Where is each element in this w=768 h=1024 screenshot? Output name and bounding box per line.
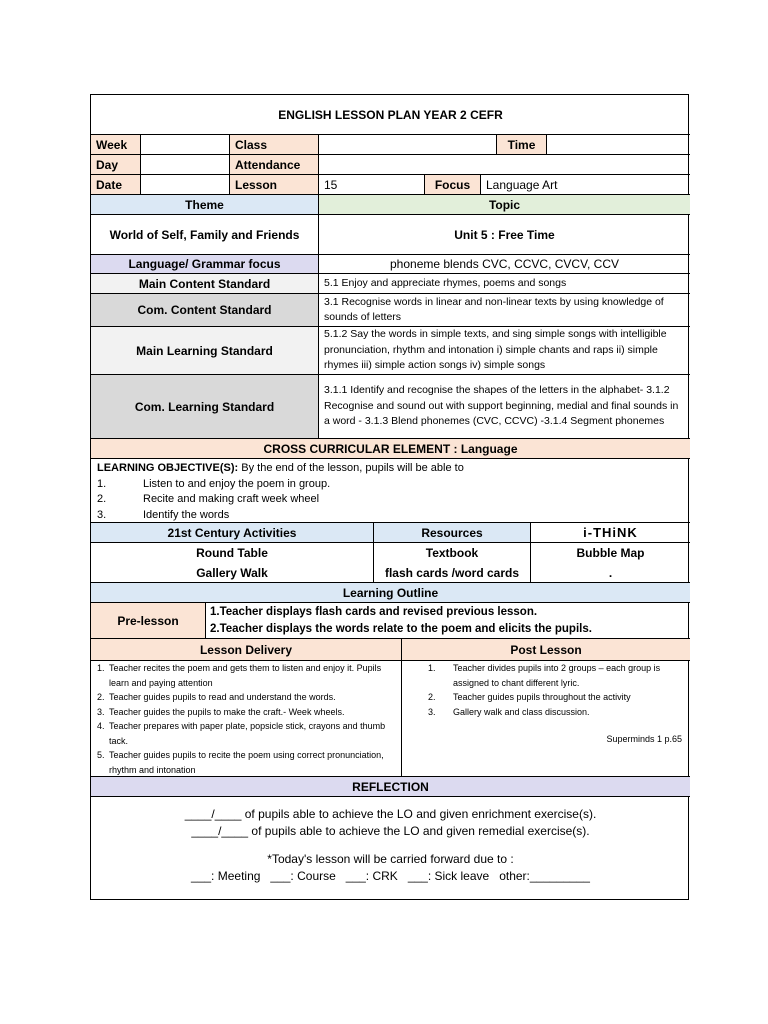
title-text: ENGLISH LESSON PLAN YEAR 2 CEFR (278, 107, 503, 122)
post-item (428, 705, 684, 720)
objective-item (97, 477, 684, 493)
pre-lesson-item: 1.Teacher displays flash cards and revised previous lesson. (210, 606, 538, 618)
class-label: Class (230, 135, 319, 155)
cross-curricular-element: CROSS CURRICULAR ELEMENT : Language (91, 439, 690, 459)
delivery-text: Teacher guides the pupils to make the craft.- Week wheels. (109, 706, 345, 717)
week-label: Week (91, 135, 141, 155)
main-content-label: Main Content Standard (91, 274, 319, 294)
lesson-delivery-content (91, 661, 402, 777)
lesson-label: Lesson (230, 175, 319, 195)
topic-value: Unit 5 : Free Time (319, 215, 690, 255)
resource-item: flash cards /word cards (374, 563, 531, 583)
post-number: 1. (428, 663, 436, 673)
delivery-item (97, 705, 397, 720)
date-label: Date (91, 175, 141, 195)
lesson-delivery-header: Lesson Delivery (91, 639, 402, 661)
lesson-plan-table (90, 94, 689, 900)
day-value[interactable] (141, 155, 230, 175)
resources-header: Resources (374, 523, 531, 543)
focus-value[interactable]: Language Art (481, 175, 690, 195)
post-lesson-header: Post Lesson (402, 639, 690, 661)
objectives-intro: By the end of the lesson, pupils will be able to (241, 462, 464, 474)
objective-item (97, 492, 684, 508)
grammar-value: phoneme blends CVC, CCVC, CVCV, CCV (319, 255, 690, 274)
reflection-header: REFLECTION (91, 777, 690, 797)
main-learning-value: 5.1.2 Say the words in simple texts, and sing simple songs with intelligible pronunciation, rhythm and intonation i) simple chants and raps ii) simple rhymes iii) simple action songs iv) simple songs (319, 327, 690, 375)
delivery-item (97, 690, 397, 705)
post-lesson-content (402, 661, 690, 777)
c21-activity-item: Round Table (91, 543, 374, 563)
delivery-number: 2. (97, 692, 105, 702)
post-text: Teacher divides pupils into 2 groups – each group is assigned to chant different lyric. (453, 663, 661, 688)
delivery-text: Teacher recites the poem and gets them to listen and enjoy it. Pupils learn and paying attention (109, 663, 382, 688)
main-content-value: 5.1 Enjoy and appreciate rhymes, poems and songs (319, 274, 690, 294)
reflection-enrichment-line: ____/____ of pupils able to achieve the LO and given enrichment exercise(s). (184, 807, 597, 821)
delivery-number: 3. (97, 706, 105, 717)
objective-number: 1. (97, 477, 107, 490)
objectives-heading-line (97, 461, 684, 477)
objective-text: Identify the words (143, 508, 230, 521)
post-item (428, 661, 684, 690)
day-label: Day (91, 155, 141, 175)
objectives-heading: LEARNING OBJECTIVE(S): (97, 462, 239, 474)
delivery-number: 5. (97, 750, 105, 760)
post-number: 2. (428, 692, 436, 702)
com-learning-label: Com. Learning Standard (91, 375, 319, 439)
delivery-item (97, 661, 397, 690)
ithink-logo: i-THiNK (531, 523, 690, 543)
reflection-content (91, 797, 690, 901)
com-content-label: Com. Content Standard (91, 294, 319, 327)
week-value[interactable] (141, 135, 230, 155)
post-text: Gallery walk and class discussion. (453, 706, 590, 717)
carry-forward-reasons: ___: Meeting ___: Course ___: CRK ___: Sick leave other:_________ (191, 869, 590, 883)
delivery-text: Teacher guides pupils to read and understand the words. (109, 692, 336, 702)
focus-label: Focus (425, 175, 481, 195)
objective-item (97, 508, 684, 524)
ithink-item: Bubble Map (576, 546, 645, 560)
post-text: Teacher guides pupils throughout the activity (453, 692, 631, 702)
date-value[interactable] (141, 175, 230, 195)
com-content-value: 3.1 Recognise words in linear and non-linear texts by using knowledge of sounds of letters (319, 294, 690, 327)
com-learning-value: 3.1.1 Identify and recognise the shapes of the letters in the alphabet- 3.1.2 Recognise and sound out with support beginning, medial and final sounds in a word - 3.1.3 Blend phonemes (CVC, CCVC) -3.1.4 Segment phonemes (319, 375, 690, 439)
time-value[interactable] (547, 135, 690, 155)
objective-text: Listen to and enjoy the poem in group. (143, 477, 331, 490)
delivery-text: Teacher prepares with paper plate, popsicle stick, crayons and thumb tack. (109, 721, 386, 746)
carry-forward-line: *Today's lesson will be carried forward due to : (267, 852, 514, 866)
attendance-value[interactable] (319, 155, 690, 175)
delivery-number: 1. (97, 663, 105, 673)
topic-header: Topic (319, 195, 690, 215)
learning-outline-header: Learning Outline (91, 583, 690, 603)
delivery-number: 4. (97, 721, 105, 731)
delivery-text: Teacher guides pupils to recite the poem using correct pronunciation, rhythm and intonation (109, 750, 384, 775)
objective-text: Recite and making craft week wheel (143, 493, 320, 505)
objective-number: 2. (97, 493, 107, 505)
objective-number: 3. (97, 508, 107, 521)
ithink-item: . (531, 563, 690, 583)
main-learning-label: Main Learning Standard (91, 327, 319, 375)
post-number: 3. (428, 706, 436, 717)
c21-activities-header: 21st Century Activities (91, 523, 374, 543)
delivery-item (97, 748, 397, 777)
theme-header: Theme (91, 195, 319, 215)
grammar-label: Language/ Grammar focus (91, 255, 319, 274)
lesson-value[interactable]: 15 (319, 175, 425, 195)
page-title (91, 95, 690, 135)
learning-objectives (91, 459, 690, 523)
class-value[interactable] (319, 135, 497, 155)
time-label: Time (497, 135, 547, 155)
post-item (428, 690, 684, 705)
delivery-item (97, 719, 397, 748)
reflection-remedial-line: ____/____ of pupils able to achieve the LO and given remedial exercise(s). (191, 824, 590, 838)
pre-lesson-item: 2.Teacher displays the words relate to the poem and elicits the pupils. (210, 623, 592, 635)
attendance-label: Attendance (230, 155, 319, 175)
theme-value: World of Self, Family and Friends (91, 215, 319, 255)
resource-item: Textbook (374, 543, 531, 563)
post-lesson-reference: Superminds 1 p.65 (606, 734, 682, 744)
pre-lesson-label: Pre-lesson (91, 603, 206, 639)
c21-activity-item: Gallery Walk (91, 563, 374, 583)
pre-lesson-content (206, 603, 690, 639)
